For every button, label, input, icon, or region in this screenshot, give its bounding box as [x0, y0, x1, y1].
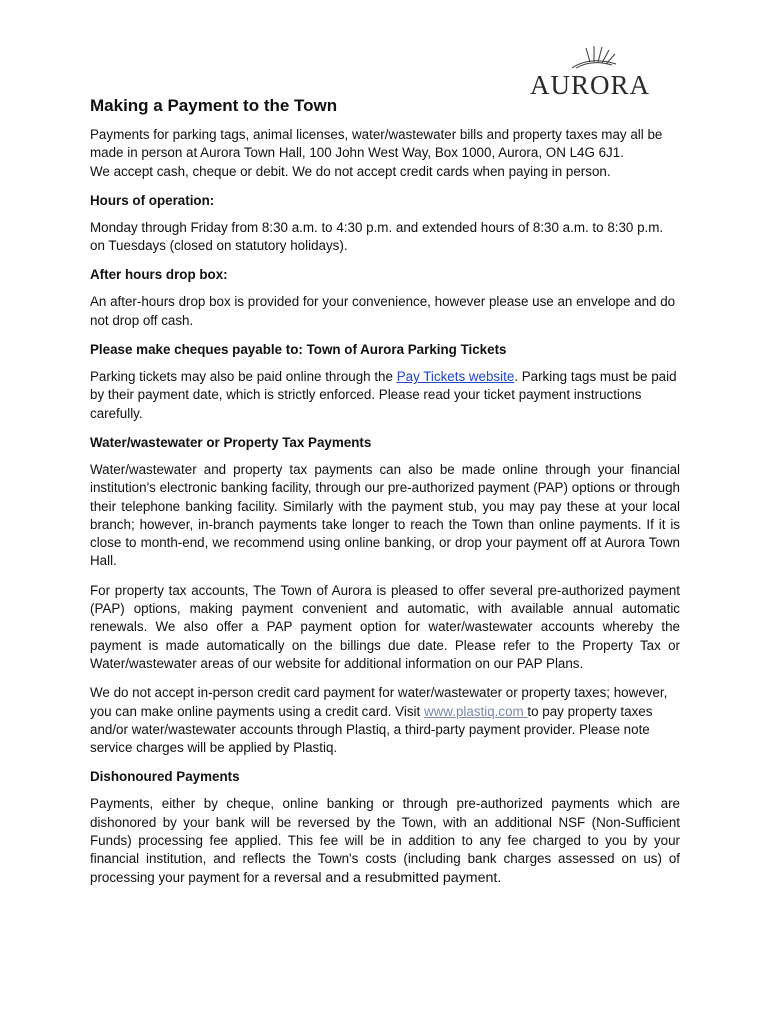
hours-heading: Hours of operation: — [90, 192, 215, 208]
aurora-logo — [520, 42, 660, 98]
document-body — [90, 96, 680, 898]
intro-line-2: We accept cash, cheque or debit. We do not accept credit cards when paying in person. — [90, 163, 611, 179]
intro-paragraph — [90, 126, 680, 181]
dishonoured-text: Payments, either by cheque, online banking or through pre-authorized payments which are dishonored by your bank will be reversed by the Town, with an additional NSF (Non-Sufficient Funds) processing fee applied. This fee will be in addition to any fee charged to you by your financial institution, and reflects the Town's costs (including bank charges assessed on us) of processing your payment for a reversal — [90, 796, 680, 885]
dropbox-text: An after-hours drop box is provided for your convenience, however please use an envelope and do not drop off cash. — [90, 294, 676, 328]
pay-tickets-link[interactable]: Pay Tickets website — [396, 369, 515, 385]
hours-text: Monday through Friday from 8:30 a.m. to 4:30 p.m. and extended hours of 8:30 a.m. to 8:30 p.m. on Tuesdays (closed on statutory holidays). — [90, 219, 664, 254]
parking-text-after: . Parking tags must be paid by their payment date, which is strictly enforced. Please read your ticket payment instructions carefully. — [90, 369, 677, 421]
dropbox-heading: After hours drop box: — [90, 267, 228, 283]
dishonoured-heading: Dishonoured Payments — [90, 769, 240, 785]
plastiq-text-before: We do not accept in-person credit card payment for water/wastewater or property taxes; however, you can make online payments using a credit card. Visit — [90, 685, 668, 719]
water-tax-paragraph-1: Water/wastewater and property tax payments can also be made online through your financial institution's electronic banking facility, through our pre-authorized payment (PAP) options or through their telephone banking facility. Similarly with the payment stub, you may pay these at your local branch; however, in-branch payments take longer to reach the Town than online payments. If it is close to month-end, we recommend using online banking, or drop your payment off at Aurora Town Hall. — [90, 461, 680, 569]
plastiq-text-after: to pay property taxes and/or water/wastewater accounts through Plastiq, a third-party payment provider. Please note service charges will be applied by Plastiq. — [90, 703, 653, 756]
dishonoured-paragraph — [90, 795, 680, 886]
water-tax-heading: Water/wastewater or Property Tax Payments — [90, 434, 372, 450]
dishonoured-text-end: and a resubmitted payment. — [321, 869, 502, 886]
page-title: Making a Payment to the Town — [90, 96, 338, 115]
parking-tickets-paragraph — [90, 368, 680, 423]
water-tax-paragraph-3 — [90, 684, 680, 757]
intro-line-1: Payments for parking tags, animal licenses, water/wastewater bills and property taxes may all be made in person at Aurora Town Hall, 100 John West Way, Box 1000, Aurora, ON L4G 6J1. — [90, 127, 663, 161]
cheques-heading: Please make cheques payable to: Town of Aurora Parking Tickets — [90, 342, 507, 358]
sunrise-logo-icon — [520, 42, 660, 72]
plastiq-link[interactable]: www.plastiq.com — [423, 703, 528, 719]
parking-text-before: Parking tickets may also be paid online through the — [90, 369, 397, 385]
logo-wordmark: AURORA — [529, 70, 650, 100]
water-tax-paragraph-2: For property tax accounts, The Town of Aurora is pleased to offer several pre-authorized payment (PAP) options, making payment convenient and automatic, with available annual automatic renewals. We also offer a PAP payment option for water/wastewater accounts whereby the payment is made automatically on the billings due date. Please refer to the Property Tax or Water/wastewater areas of our website for additional information on our PAP Plans. — [90, 582, 680, 671]
